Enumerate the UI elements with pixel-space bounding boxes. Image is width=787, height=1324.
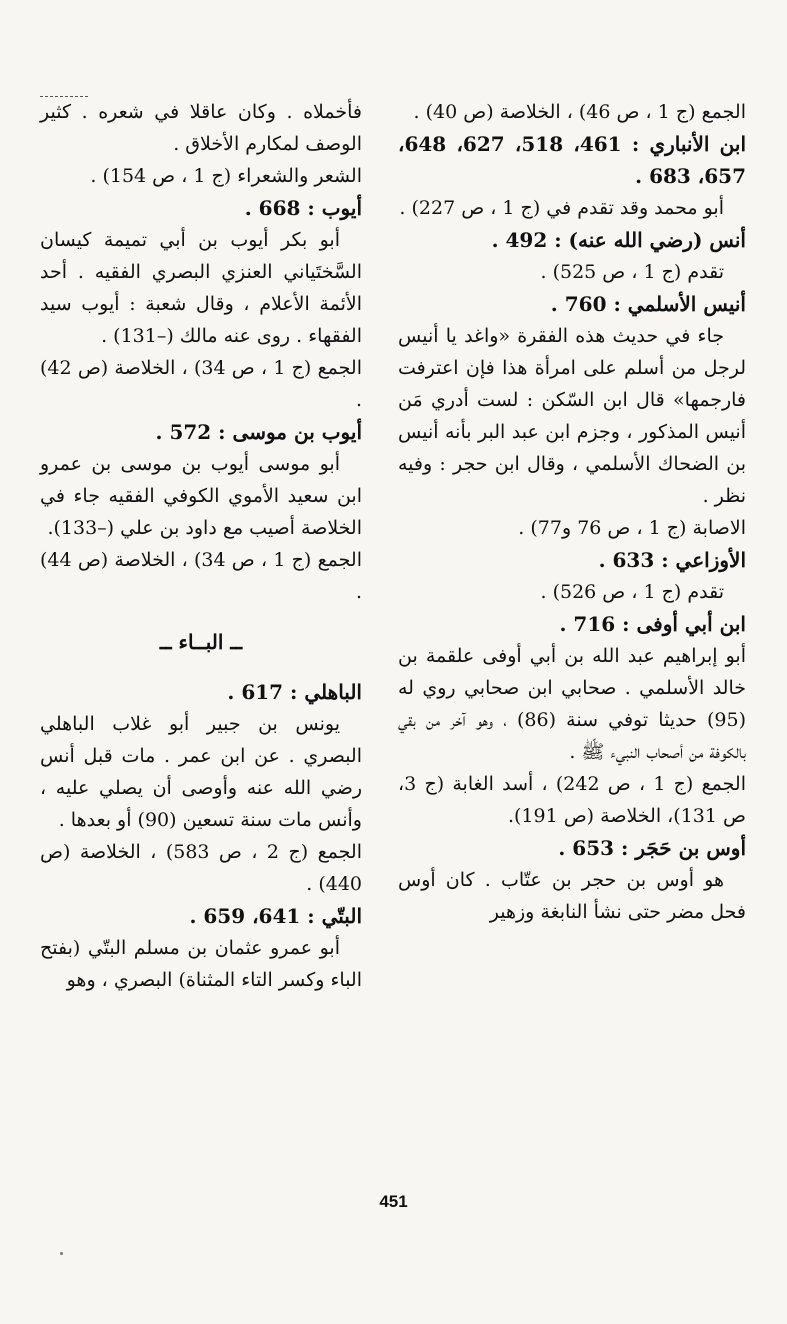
entry-heading: أيوب بن موسى : 572 . <box>155 420 362 444</box>
entry-body: جاء في حديث هذه الفقرة «واغد يا أنيس لرجل من أسلم على امرأة هذا فإن اعترفت فارجمها» قال ابن السّكن : لست أدري مَن أنيس المذكور ، وجزم ابن عبد البر بأنه أنيس بن الضحاك الأسلمي ، وقال ابن حجر : وفيه نظر . <box>398 325 746 507</box>
entry-ref: الجمع (ج 1 ، ص 242) ، أسد الغابة (ج 3، ص 131)، الخلاصة (ص 191). <box>398 773 747 827</box>
entry-body: أبو موسى أيوب بن موسى بن عمرو ابن سعيد الأموي الكوفي الفقيه جاء في الخلاصة أصيب مع داود بن علي (–133). <box>40 453 362 539</box>
entry-body: أبو محمد وقد تقدم في (ج 1 ، ص 227) . <box>399 197 724 219</box>
entry-ref: الجمع (ج 1 ، ص 34) ، الخلاصة (ص 42) . <box>40 357 362 411</box>
entry-ref: الاصابة (ج 1 ، ص 76 و77) . <box>518 517 746 539</box>
left-column <box>40 96 362 996</box>
entry-ref: الجمع (ج 2 ، ص 583) ، الخلاصة (ص 440) . <box>40 841 362 895</box>
entry-ref: الجمع (ج 1 ، ص 34) ، الخلاصة (ص 44) . <box>40 549 362 603</box>
right-column <box>398 96 746 928</box>
entry-heading: الباهلي : 617 . <box>227 680 362 704</box>
entry-ref: الجمع (ج 1 ، ص 46) ، الخلاصة (ص 40) . <box>413 101 746 123</box>
entry-body: أبو عمرو عثمان بن مسلم البتّي (بفتح الباء وكسر التاء المثناة) البصري ، وهو <box>40 937 362 991</box>
entry-heading: أيوب : 668 . <box>244 196 362 220</box>
page-number: 451 <box>379 1192 408 1211</box>
entry-body: أبو بكر أيوب بن أبي تميمة كيسان السَّختَياني العنزي البصري الفقيه . أحد الأئمة الأعلام ، وقال شعبة : أيوب سيد الفقهاء . روى عنه مالك (–131) . <box>40 229 362 347</box>
entry-heading: ابن أبي أوفى : 716 . <box>559 612 746 636</box>
entry-ref: الشعر والشعراء (ج 1 ، ص 154) . <box>90 165 362 187</box>
entry-heading: أوس بن حَجَر : 653 . <box>558 836 746 860</box>
entry-heading: الأوزاعي : 633 . <box>598 548 746 572</box>
entry-body: هو أوس بن حجر بن عتّاب . كان أوس فحل مضر حتى نشأ النابغة وزهير <box>398 869 746 923</box>
entry-ref: فأخملاه . وكان عاقلا في شعره . كثير الوصف لمكارم الأخلاق . <box>40 101 362 155</box>
entry-ref: أبو إبراهيم عبد الله بن أبي أوفى علقمة بن خالد الأسلمي . صحابي ابن صحابي روي له (95) حديثا توفي سنة (86) ، وهو آخر من بقي بالكوفة من أصحاب النبيء ﷺ . <box>398 645 747 763</box>
entry-heading: ابن الأنباري : 461، 518، 627، 648، 657، 683 . <box>398 132 747 188</box>
entry-heading: البتّي : 641، 659 . <box>189 904 362 928</box>
entry-body: تقدم (ج 1 ، ص 525) . <box>540 261 724 283</box>
entry-body: يونس بن جبير أبو غلاب الباهلي البصري . عن ابن عمر . مات قبل أنس رضي الله عنه وأوصى أن يصلي عليه ، وأنس مات سنة تسعين (90) أو بعدها . <box>40 713 362 831</box>
section-heading: ــ البــاء ــ <box>159 630 243 654</box>
entry-heading: أنيس الأسلمي : 760 . <box>550 292 746 316</box>
entry-body: تقدم (ج 1 ، ص 526) . <box>540 581 724 603</box>
entry-heading: أنس (رضي الله عنه) : 492 . <box>491 228 746 252</box>
scan-speck <box>60 1252 63 1255</box>
